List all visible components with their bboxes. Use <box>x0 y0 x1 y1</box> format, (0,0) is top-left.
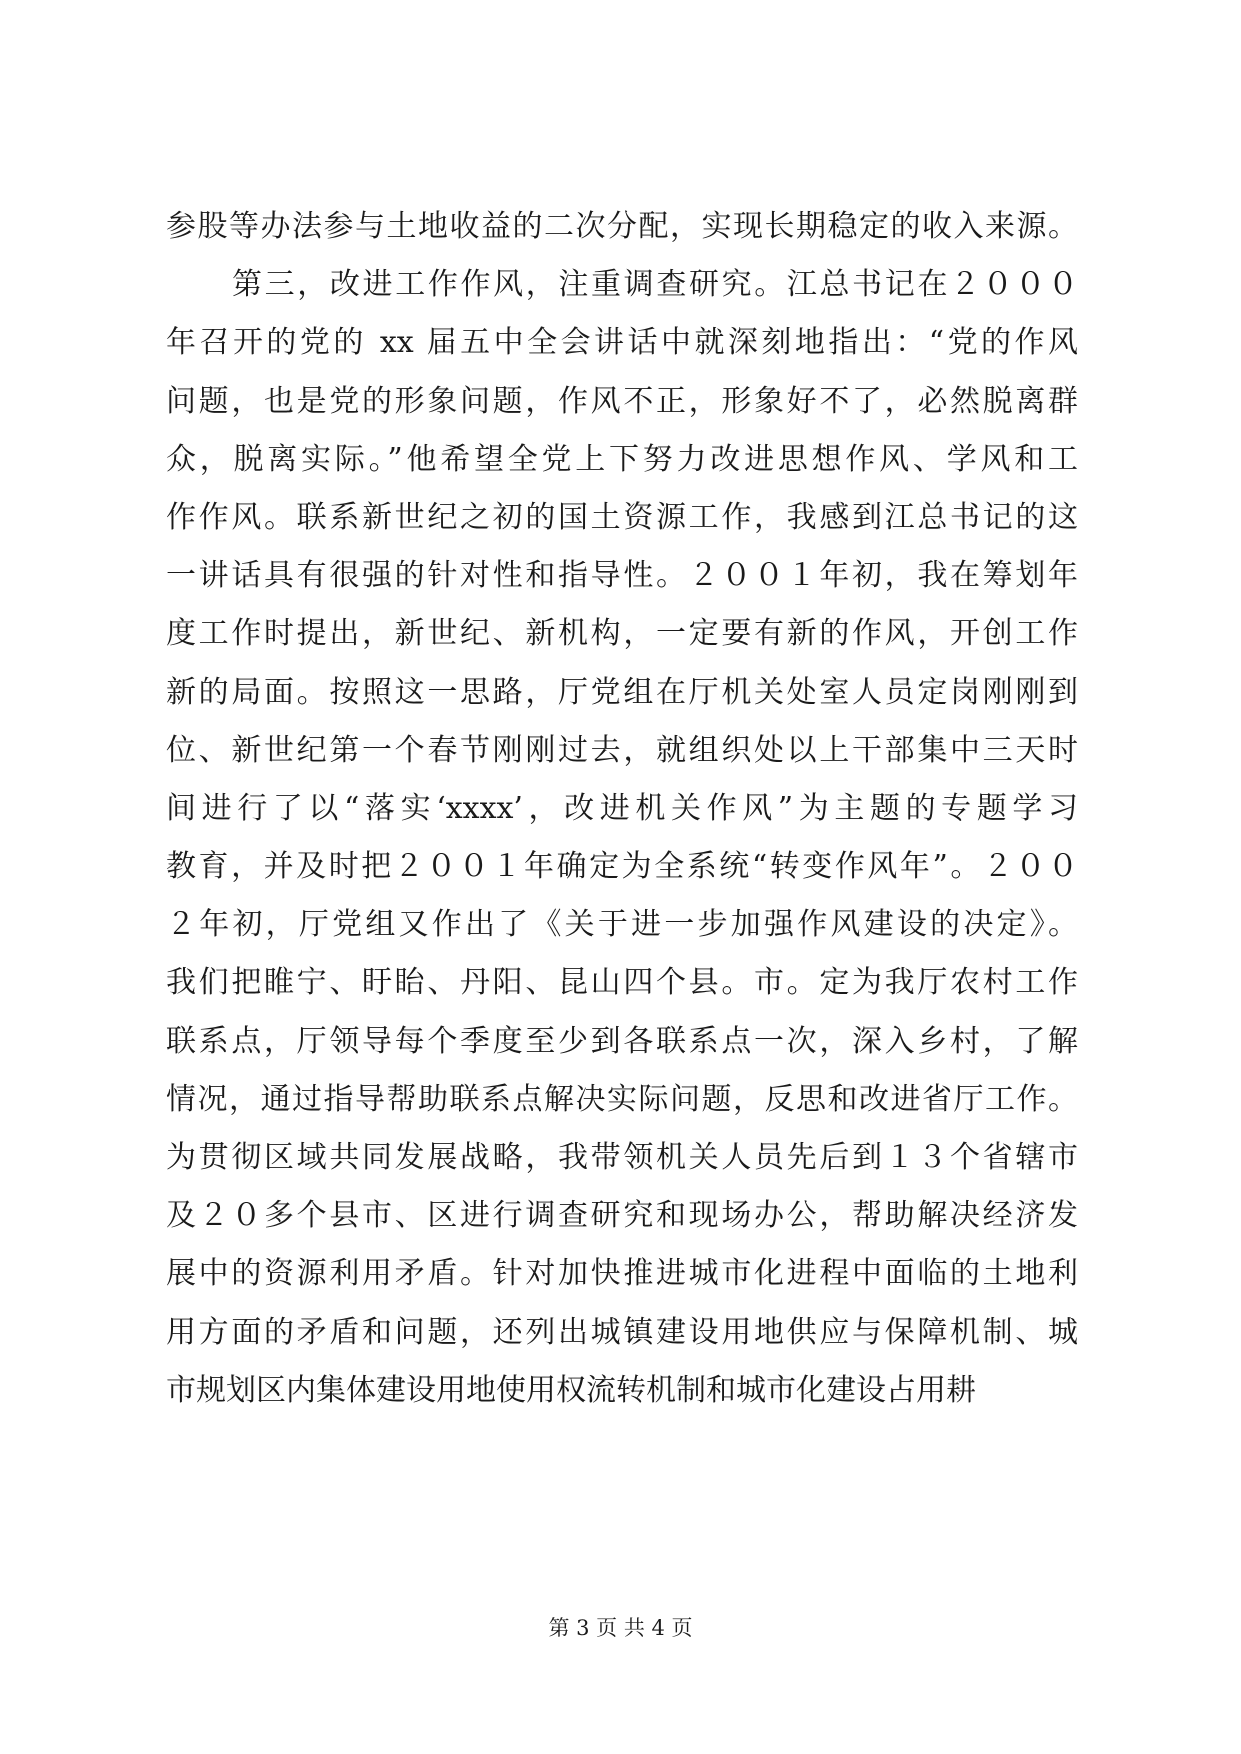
text-line: 新的局面。按照这一思路，厅党组在厅机关处室人员定岗刚刚到 <box>166 674 1078 710</box>
text-line: 情况，通过指导帮助联系点解决实际问题，反思和改进省厅工作。 <box>166 1081 1078 1117</box>
text-line: ２年初，厅党组又作出了《关于进一步加强作风建设的决定》。 <box>166 907 1078 943</box>
text-line: 年召开的党的 xx 届五中全会讲话中就深刻地指出：“党的作风 <box>166 325 1078 361</box>
text-line: 位、新世纪第一个春节刚刚过去，就组织处以上干部集中三天时 <box>166 732 1078 768</box>
text-line: 展中的资源利用矛盾。针对加快推进城市化进程中面临的土地利 <box>166 1256 1078 1292</box>
text-line: 度工作时提出，新世纪、新机构，一定要有新的作风，开创工作 <box>166 616 1078 652</box>
text-line: 用方面的矛盾和问题，还列出城镇建设用地供应与保障机制、城 <box>166 1314 1078 1350</box>
text-line: 一讲话具有很强的针对性和指导性。２００１年初，我在筹划年 <box>166 558 1078 594</box>
page-number-footer: 第 3 页 共 4 页 <box>548 1616 693 1640</box>
text-line: 问题，也是党的形象问题，作风不正，形象好不了，必然脱离群 <box>166 383 1078 419</box>
text-line: 作作风。联系新世纪之初的国土资源工作，我感到江总书记的这 <box>166 499 1078 535</box>
text-line: 市规划区内集体建设用地使用权流转机制和城市化建设占用耕 <box>166 1372 976 1408</box>
text-line: 众，脱离实际。”他希望全党上下努力改进思想作风、学风和工 <box>166 441 1078 477</box>
text-line: 第三，改进工作作风，注重调查研究。江总书记在２０００ <box>232 267 1078 303</box>
body-text <box>166 198 1078 1420</box>
text-line: 我们把睢宁、盱眙、丹阳、昆山四个县。市。定为我厅农村工作 <box>166 965 1078 1001</box>
text-line: 间进行了以“落实‘xxxx’，改进机关作风”为主题的专题学习 <box>166 790 1078 826</box>
text-line: 联系点，厅领导每个季度至少到各联系点一次，深入乡村，了解 <box>166 1023 1078 1059</box>
text-line: 为贯彻区域共同发展战略，我带领机关人员先后到１３个省辖市 <box>166 1140 1078 1175</box>
text-line: 参股等办法参与土地收益的二次分配，实现长期稳定的收入来源。 <box>166 209 1078 244</box>
text-line: 教育，并及时把２００１年确定为全系统“转变作风年”。２００ <box>166 849 1078 885</box>
text-line: 及２０多个县市、区进行调查研究和现场办公，帮助解决经济发 <box>166 1198 1078 1234</box>
